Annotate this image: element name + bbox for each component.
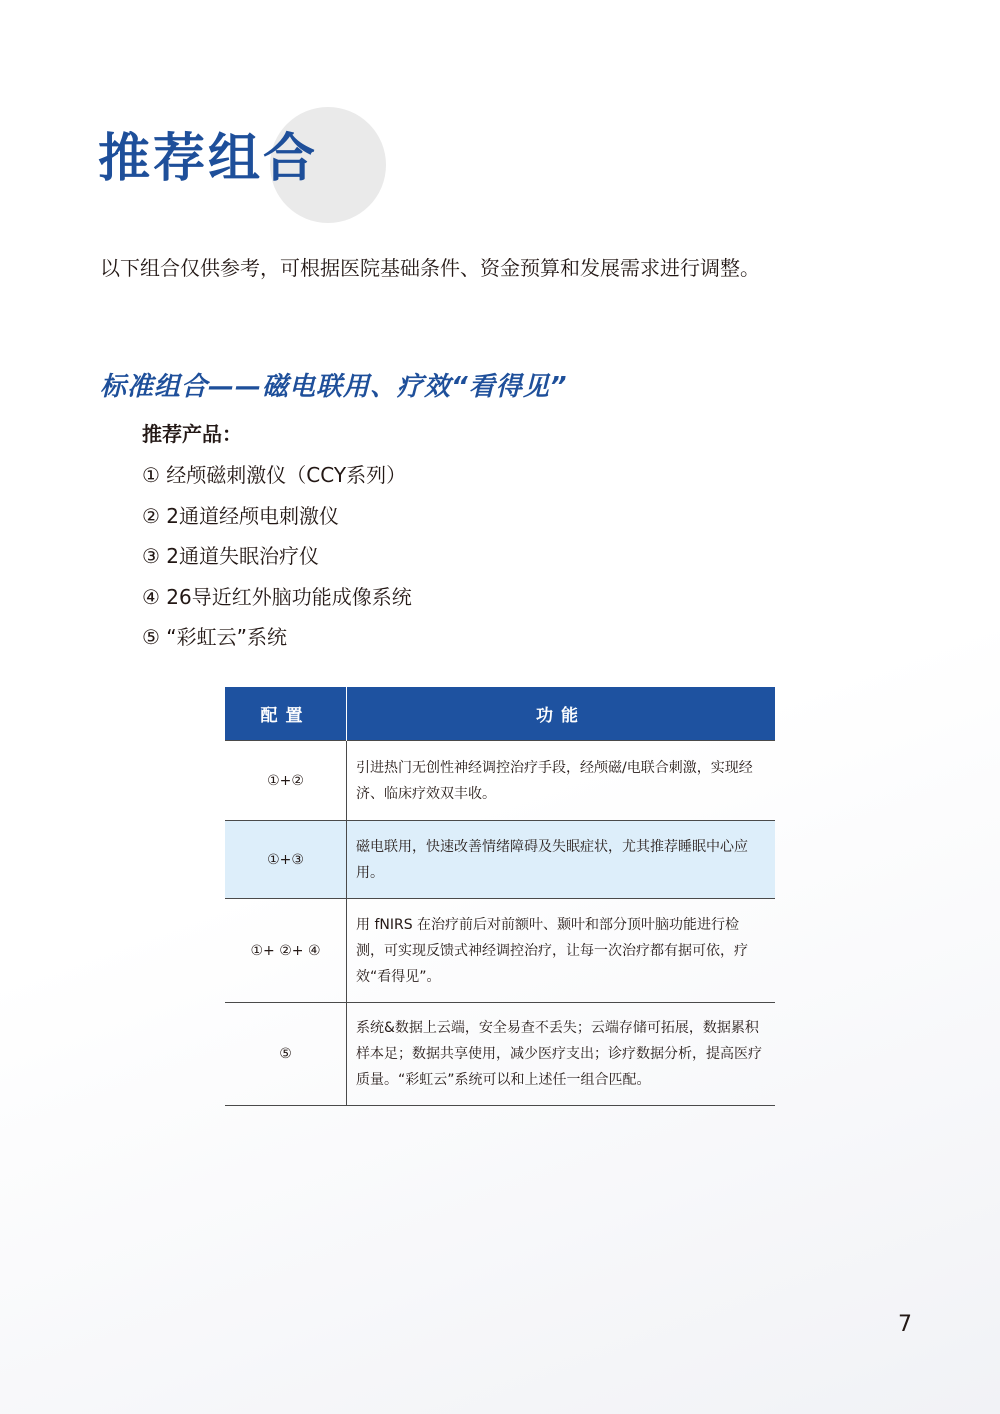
product-item: ⑤ “彩虹云”系统	[142, 625, 288, 649]
page-number: 7	[898, 1312, 912, 1337]
configuration-table	[225, 687, 775, 1106]
product-item: ④ 26导近红外脑功能成像系统	[142, 584, 412, 609]
config-cell: ①+③	[225, 821, 347, 899]
page-title: 推荐组合	[98, 128, 319, 189]
header-config: 配置	[225, 687, 347, 741]
config-cell: ⑤	[225, 1003, 347, 1106]
function-cell: 系统&数据上云端，安全易查不丢失；云端存储可拓展，数据累积样本足；数据共享使用，减少医疗支出；诊疗数据分析，提高医疗质量。“彩虹云”系统可以和上述任一组合匹配。	[347, 1003, 776, 1106]
products-label: 推荐产品：	[142, 422, 242, 446]
config-cell: ①+②	[225, 741, 347, 821]
intro-text: 以下组合仅供参考，可根据医院基础条件、资金预算和发展需求进行调整。	[100, 256, 760, 280]
table-row	[225, 821, 775, 899]
function-cell: 引进热门无创性神经调控治疗手段，经颅磁/电联合刺激，实现经济、临床疗效双丰收。	[347, 741, 776, 821]
config-cell: ①+ ②+ ④	[225, 899, 347, 1003]
product-item: ① 经颅磁刺激仪（CCY系列）	[142, 463, 407, 487]
table-row	[225, 741, 775, 821]
product-list	[142, 455, 412, 658]
header-function: 功能	[347, 687, 776, 741]
function-cell: 用 fNIRS 在治疗前后对前额叶、颞叶和部分顶叶脑功能进行检测，可实现反馈式神经调控治疗，让每一次治疗都有据可依，疗效“看得见”。	[347, 899, 776, 1003]
function-cell: 磁电联用，快速改善情绪障碍及失眠症状，尤其推荐睡眠中心应用。	[347, 821, 776, 899]
table-header-row	[225, 687, 775, 741]
table-row	[225, 899, 775, 1003]
product-item: ② 2通道经颅电刺激仪	[142, 503, 340, 528]
product-item: ③ 2通道失眠治疗仪	[142, 544, 320, 568]
section-heading: 标准组合——磁电联用、疗效“看得见”	[100, 372, 568, 402]
table-row	[225, 1003, 775, 1106]
